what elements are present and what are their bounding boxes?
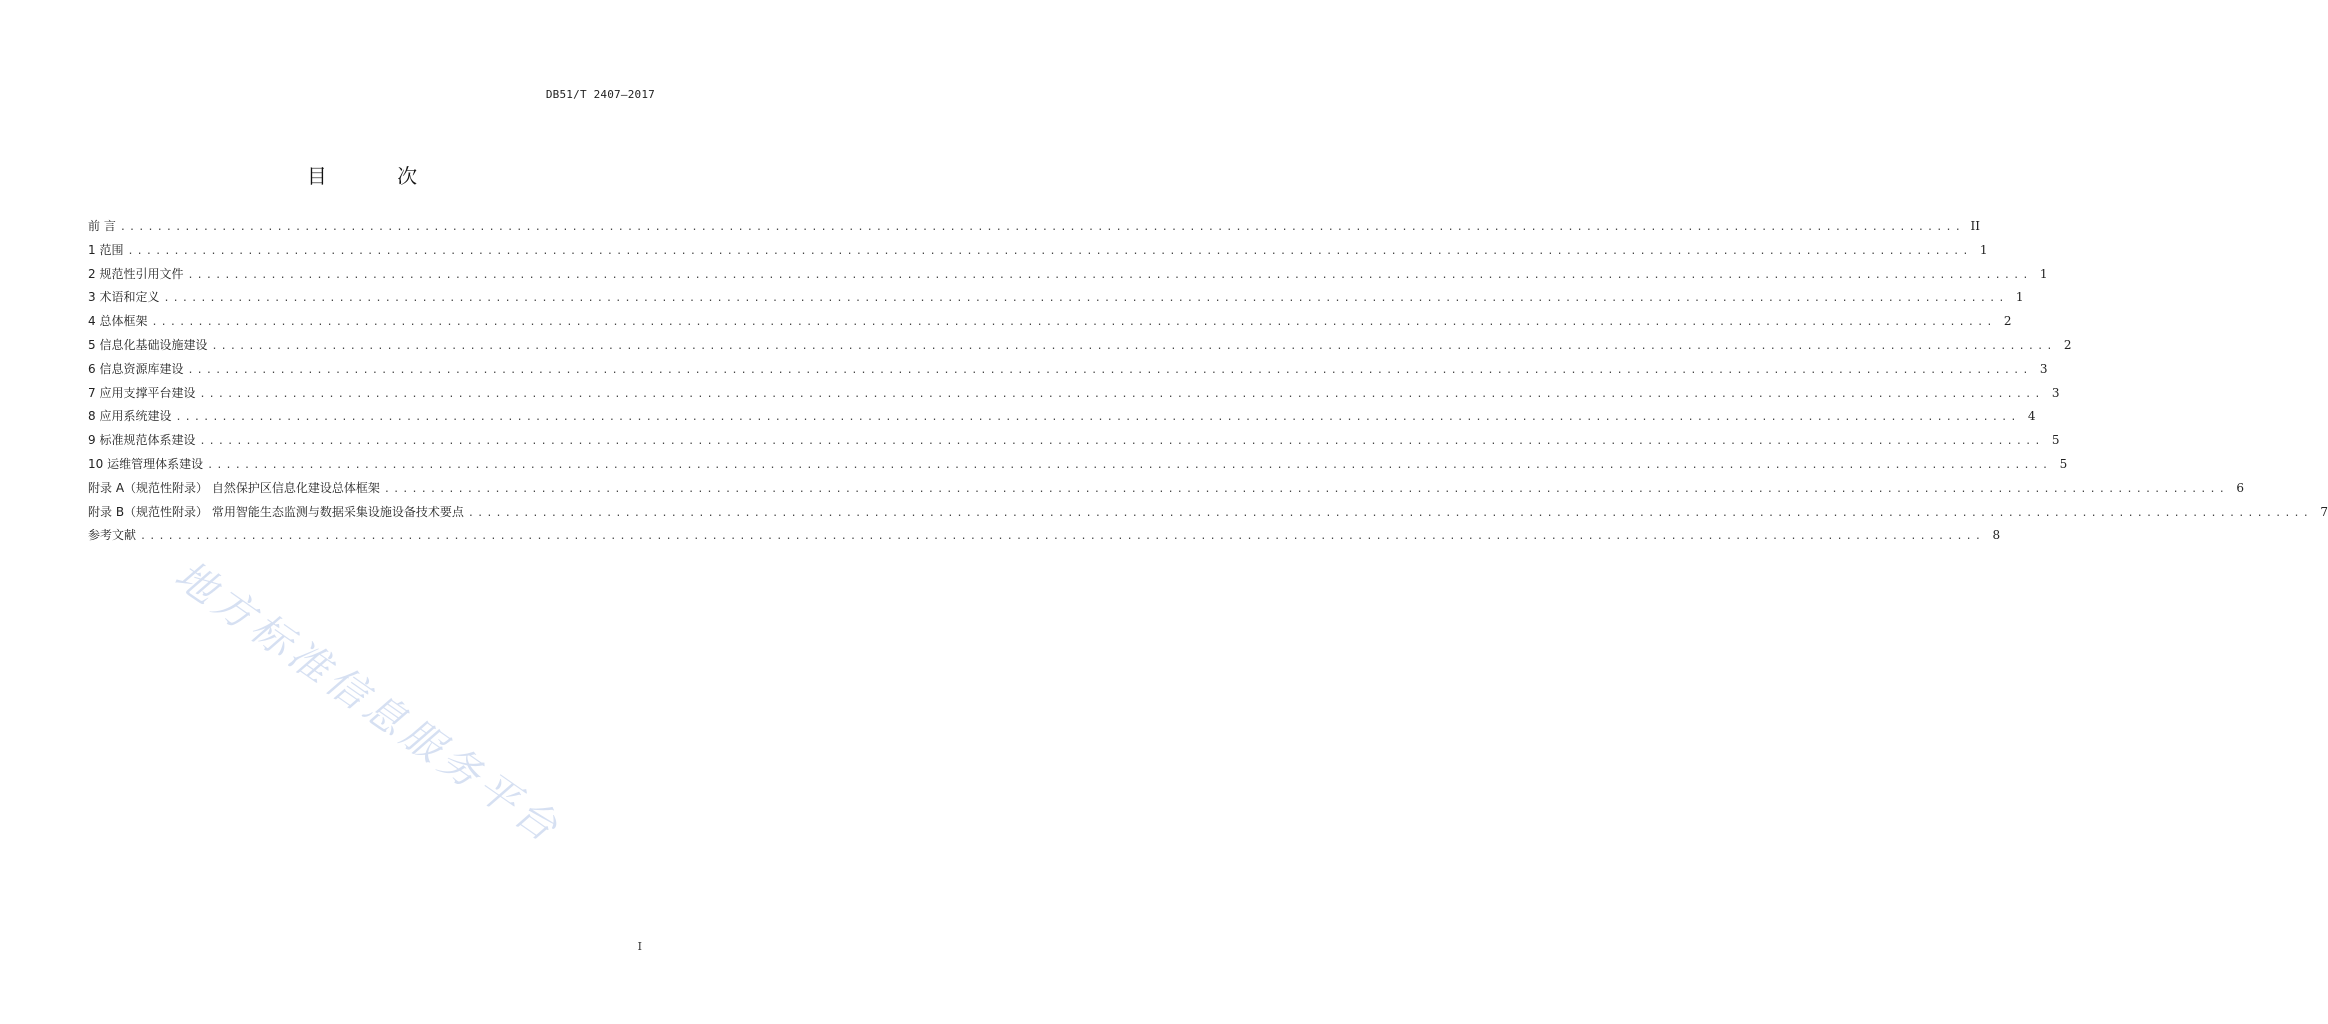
toc-entry[interactable]: [88, 334, 2072, 358]
toc-entry-page: 3: [2039, 361, 2048, 376]
toc-entry-label: 9 标准规范体系建设: [88, 433, 196, 448]
toc-entry[interactable]: [88, 429, 2060, 453]
toc-entry-label: 2 规范性引用文件: [88, 266, 184, 281]
toc-entry-label: 参考文献: [88, 528, 137, 543]
toc-entry-label: 7 应用支撑平台建设: [88, 385, 196, 400]
toc-entry[interactable]: [88, 453, 2068, 477]
watermark: 地方标准信息服务平台: [166, 552, 570, 854]
toc-entry-label: 8 应用系统建设: [88, 409, 172, 424]
toc-entry-label: 附录 A（规范性附录） 自然保护区信息化建设总体框架: [88, 480, 380, 495]
toc-entry[interactable]: [88, 263, 2048, 287]
toc-dot-leader: ........................................................................................................................................................................................................: [187, 364, 2032, 376]
standard-code: DB51/T 2407—2017: [545, 88, 655, 101]
toc-dot-leader: ........................................................................................................................................................................................................: [187, 269, 2032, 281]
toc-entry-label: 6 信息资源库建设: [88, 361, 184, 376]
toc-entry-label: 前 言: [88, 219, 116, 233]
toc-dot-leader: ........................................................................................................................................................................................................: [163, 293, 2008, 305]
toc-entry-page: 7: [2320, 504, 2328, 519]
toc-entry[interactable]: [88, 524, 2001, 548]
toc-dot-leader: ........................................................................................................................................................................................................: [119, 222, 1964, 233]
toc-entry-label: 4 总体框架: [88, 314, 148, 329]
toc-entry-label: 附录 B（规范性附录） 常用智能生态监测与数据采集设施设备技术要点: [88, 504, 464, 519]
toc-entry-page: 1: [2015, 290, 2024, 305]
toc-entry[interactable]: [88, 286, 2024, 310]
toc-entry[interactable]: [88, 405, 2036, 429]
toc-entry[interactable]: [88, 239, 1988, 263]
toc-entry[interactable]: [88, 477, 2244, 501]
toc-entry-label: 10 运维管理体系建设: [88, 456, 204, 471]
toc-dot-leader: ........................................................................................................................................................................................................: [175, 412, 2020, 424]
toc-entry[interactable]: [88, 215, 1980, 239]
toc-entry-page: 2: [2003, 314, 2012, 329]
toc-entry-page: 1: [1979, 242, 1988, 257]
toc-entry[interactable]: [88, 382, 2060, 406]
toc-dot-leader: ........................................................................................................................................................................................................: [199, 388, 2044, 400]
toc-dot-leader: ........................................................................................................................................................................................................: [127, 245, 1972, 257]
toc-entry-page: 1: [2039, 266, 2048, 281]
toc-dot-leader: ........................................................................................................................................................................................................: [207, 459, 2052, 471]
toc-entry-label: 3 术语和定义: [88, 290, 160, 305]
toc-dot-leader: ........................................................................................................................................................................................................: [140, 531, 1985, 543]
toc-entry[interactable]: [88, 310, 2012, 334]
page-number: I: [637, 940, 642, 953]
toc-entry[interactable]: [88, 501, 2328, 525]
toc-dot-leader: ........................................................................................................................................................................................................: [199, 436, 2044, 448]
toc-dot-leader: ........................................................................................................................................................................................................: [151, 317, 1996, 329]
toc-dot-leader: ........................................................................................................................................................................................................: [467, 507, 2312, 519]
table-of-contents: [88, 215, 2328, 548]
toc-entry-page: 3: [2051, 385, 2060, 400]
toc-entry-page: 5: [2059, 456, 2068, 471]
toc-entry-page: 2: [2063, 337, 2072, 352]
toc-dot-leader: ........................................................................................................................................................................................................: [211, 340, 2056, 352]
toc-entry-page: II: [1970, 219, 1980, 233]
toc-entry[interactable]: [88, 358, 2048, 382]
toc-entry-label: 1 范围: [88, 242, 124, 257]
toc-entry-page: 5: [2051, 433, 2060, 448]
toc-entry-label: 5 信息化基础设施建设: [88, 337, 208, 352]
toc-entry-page: 8: [1992, 528, 2001, 543]
toc-dot-leader: ........................................................................................................................................................................................................: [383, 483, 2228, 495]
toc-entry-page: 4: [2027, 409, 2036, 424]
page-title: 目 次: [306, 164, 450, 188]
toc-entry-page: 6: [2236, 480, 2244, 495]
